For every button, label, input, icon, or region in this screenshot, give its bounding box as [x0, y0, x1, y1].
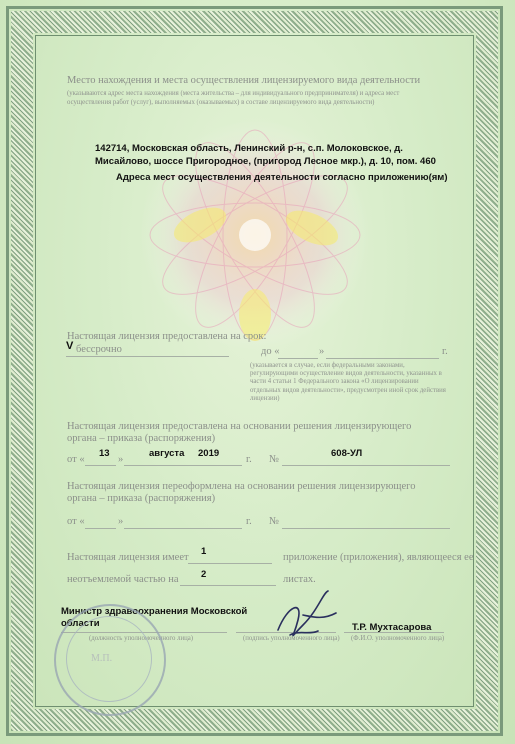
basis-number: 608-УЛ [331, 448, 363, 459]
reissue-no: № [269, 516, 280, 527]
official-seal [54, 604, 166, 716]
term-month-line [326, 358, 439, 359]
basis-year-suffix: г. [246, 454, 252, 465]
term-until: до « [261, 346, 280, 357]
address-line2: Мисайлово, шоссе Пригородное, (пригород Лесное мкр.), д. 10, пом. 460 [95, 156, 436, 167]
basis-label-line1: Настоящая лицензия предоставлена на основании решения лицензирующего [67, 421, 412, 432]
basis-month: августа [149, 448, 185, 459]
term-label: Настоящая лицензия предоставлена на срок: [67, 331, 267, 342]
term-note: (указывается в случае, если федеральными законами, регулирующими осуществление видов деятельности, указанных в части 4 статьи 1 Федерального закона «О лицензировании отдельных видов деятельности», предусмотрен иной срок действия лицензии) [250, 362, 446, 402]
official-name: Т.Р. Мухтасарова [352, 622, 432, 633]
place-note-line1: (указываются адрес места нахождения (места жительства – для индивидуального предпринимателя) и адреса мест [67, 90, 400, 97]
basis-number-line [282, 465, 450, 466]
address-line1: 142714, Московская область, Ленинский р-н, с.п. Молоковское, д. [95, 143, 403, 154]
official-title-line1: Министр здравоохранения Московской [61, 606, 248, 617]
official-name-line [344, 632, 444, 633]
place-note-line2: осуществления работ (услуг), выполняемых (оказываемых) в составе лицензируемого вида деятельности) [67, 99, 375, 106]
official-title-line2: области [61, 618, 100, 629]
signature-note: (подпись уполномоченного лица) [243, 635, 340, 642]
term-until-close: » [319, 346, 325, 357]
term-year: г. [442, 346, 448, 357]
basis-label-line2: органа – приказа (распоряжения) [67, 433, 216, 444]
reissue-from: от « [67, 516, 85, 527]
appendix-text: Настоящая лицензия имеет [67, 552, 189, 563]
term-day-line [278, 358, 318, 359]
basis-year: 2019 [198, 448, 220, 459]
sheets-text2: листах. [283, 574, 316, 585]
term-value-line [66, 356, 229, 357]
seal-label: М.П. [91, 653, 113, 664]
official-title-note: (должность уполномоченного лица) [89, 635, 194, 642]
basis-day-line [85, 465, 116, 466]
reissue-day-line [85, 528, 116, 529]
appendix-count: 1 [201, 546, 207, 557]
reissue-month-line [124, 528, 242, 529]
address-line3: Адреса мест осуществления деятельности согласно приложению(ям) [116, 172, 448, 183]
place-heading: Место нахождения и места осуществления лицензируемого вида деятельности [67, 75, 421, 86]
appendix-count-line [188, 563, 272, 564]
term-value: бессрочно [76, 344, 122, 355]
reissue-close: » [118, 516, 124, 527]
basis-from: от « [67, 454, 85, 465]
official-name-note: (Ф.И.О. уполномоченного лица) [351, 635, 445, 642]
term-checkmark: V [66, 340, 74, 352]
basis-month-line [124, 465, 242, 466]
sheets-count-line [180, 585, 276, 586]
reissue-label-line1: Настоящая лицензия переоформлена на основании решения лицензирующего [67, 481, 416, 492]
reissue-number-line [282, 528, 450, 529]
basis-no: № [269, 454, 280, 465]
basis-day: 13 [99, 448, 110, 459]
handwritten-signature-icon [268, 585, 343, 650]
reissue-year-suffix: г. [246, 516, 252, 527]
sheets-text: неотъемлемой частью на [67, 574, 179, 585]
sheets-count: 2 [201, 569, 207, 580]
basis-close: » [118, 454, 124, 465]
appendix-text2: приложение (приложения), являющееся ее [283, 552, 474, 563]
reissue-label-line2: органа – приказа (распоряжения) [67, 493, 216, 504]
